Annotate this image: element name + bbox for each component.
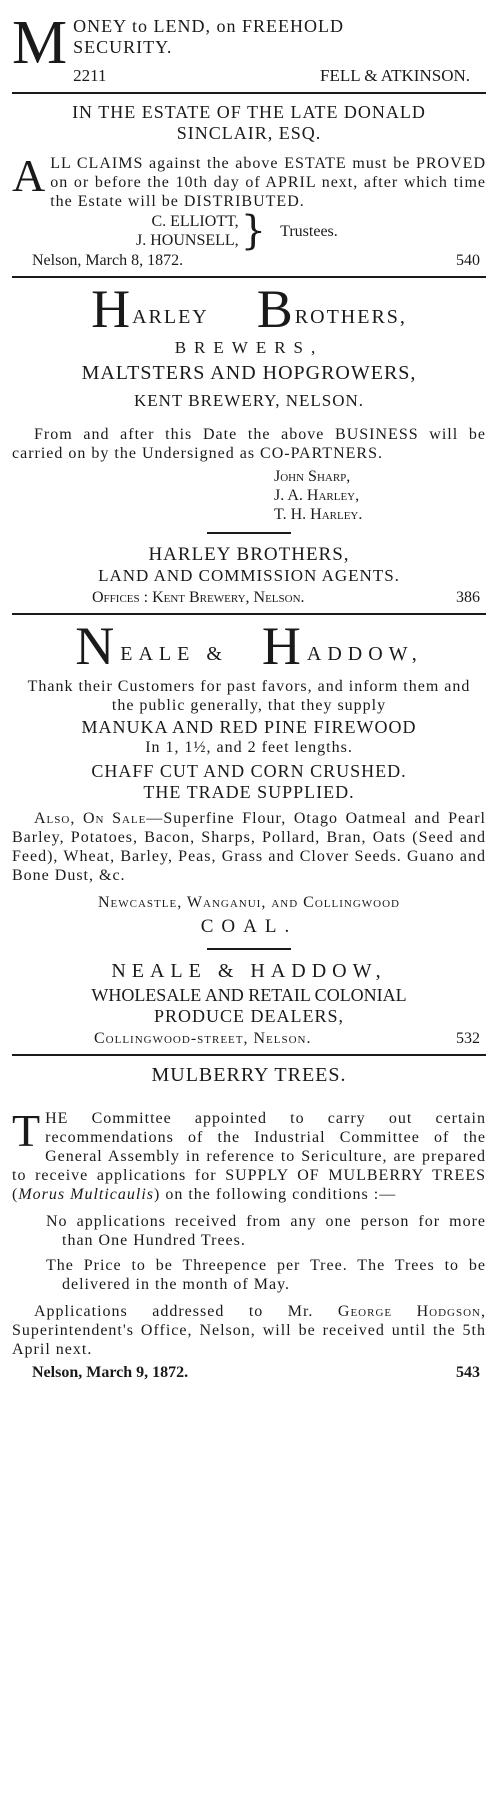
ad-subheading: COAL. [200,916,298,937]
ad-estate-sinclair [12,102,486,270]
ad-subheading: BREWERS, [174,338,324,357]
ad-heading: IN THE ESTATE OF THE LATE DONALD [72,102,426,122]
ad-reference-number: 386 [456,589,480,606]
ad-footer [12,1363,486,1382]
drop-cap: A [12,150,47,201]
divider-rule [12,92,486,94]
ad-heading: MULBERRY TREES. [151,1064,347,1086]
ad-subheading: CHAFF CUT AND CORN CRUSHED. [91,761,407,781]
conditions-list [12,1212,486,1294]
ad-footer [73,66,486,86]
offices-line: Offices : Kent Brewery, Nelson. [92,589,305,606]
ad-footer [12,588,486,607]
ad-subheading: PRODUCE DEALERS, [153,1006,344,1026]
ad-heading: NEALE & HADDOW, [111,960,387,982]
divider-rule [12,276,486,278]
trustee-names [136,212,239,250]
ad-money-to-lend [12,9,486,86]
partner-name: John Sharp, [274,468,351,485]
ad-harley-brothers [12,279,486,607]
drop-cap: T [12,1105,42,1156]
condition-item: The Price to be Threepence per Tree. The Trees to be delivered in the month of May. [46,1257,486,1293]
drop-cap: M [12,9,68,77]
ad-subheading: LAND AND COMMISSION AGENTS. [98,566,400,585]
ad-line: Newcastle, Wanganui, and Collingwood [97,894,400,911]
ad-masthead [12,279,486,339]
ad-body: Also, On Sale—Superfine Flour, Otago Oatmeal and Pearl Barley, Potatoes, Bacon, Sharps, Pollard, Bran, Oats (Seed and Feed), Wheat, Barley, Peas, Grass and Clover Seeds. Guano and Bone Dust, &c. [12,810,486,884]
trustees-label: Trustees. [280,222,338,240]
ad-subheading: THE TRADE SUPPLIED. [143,782,355,802]
short-rule [207,948,291,950]
ad-reference-number: 532 [456,1030,480,1047]
ad-heading: SINCLAIR, ESQ. [176,123,322,143]
ad-body: THE Committee appointed to carry out certain recommendations of the Industrial Committee of the General Assembly in reference to Sericulture, are prepared to receive applications for SUPPLY OF MULBERRY TREES (Morus Multicaulis) on the following conditions :— [12,1105,486,1203]
ad-neale-haddow [12,616,486,1048]
ad-line: ONEY to LEND, on FREEHOLD [73,16,344,36]
brace-glyph: } [240,208,267,254]
ad-subheading: MANUKA AND RED PINE FIREWOOD [81,717,417,737]
ad-heading: HARLEY BROTHERS, [148,544,350,565]
ad-footer [12,1029,486,1048]
place-date: Nelson, March 9, 1872. [32,1364,189,1381]
ad-mulberry-trees [12,1064,486,1382]
address-line: Collingwood-street, Nelson. [94,1030,312,1047]
masthead-word: NEALE & [75,616,228,676]
masthead-word: HARLEY [91,279,209,339]
trustee-name: J. HOUNSELL, [136,232,239,249]
advertiser-name: FELL & ATKINSON. [319,66,470,85]
divider-rule [12,613,486,615]
ad-subheading: WHOLESALE AND RETAIL COLONIAL [91,985,407,1005]
ad-reference-number: 543 [456,1364,480,1381]
short-rule [207,532,291,534]
place-date: Nelson, March 8, 1872. [32,252,184,269]
ad-subheading: MALTSTERS AND HOPGROWERS, [81,362,417,384]
partner-name: T. H. Harley. [274,506,363,523]
partners-list [12,467,486,524]
ad-body: ALL CLAIMS against the above ESTATE must be PROVED on or before the 10th day of APRIL next, after which time the Estate will be DISTRIBUTED. [12,150,486,210]
ad-body: Applications addressed to Mr. George Hodgson, Superintendent's Office, Nelson, will be received until the 5th April next. [12,1303,486,1358]
ad-reference-number: 2211 [73,66,107,85]
ad-body: Thank their Customers for past favors, and inform them and the public generally, that they supply [27,678,471,714]
ad-reference-number: 540 [456,252,480,269]
partner-name: J. A. Harley, [274,487,360,504]
divider-rule [12,1054,486,1056]
ad-line: SECURITY. [73,37,173,57]
masthead-word: BROTHERS, [256,279,407,339]
ad-subheading: KENT BREWERY, NELSON. [133,391,365,410]
ad-body: From and after this Date the above BUSINESS will be carried on by the Undersigned as CO-PARTNERS. [12,426,486,462]
ad-line: In 1, 1½, and 2 feet lengths. [145,739,353,756]
trustees-block [136,208,486,254]
condition-item: No applications received from any one person for more than One Hundred Trees. [46,1213,486,1249]
trustee-name: C. ELLIOTT, [151,213,239,230]
masthead-word: HADDOW, [261,616,423,676]
ad-masthead [12,616,486,676]
